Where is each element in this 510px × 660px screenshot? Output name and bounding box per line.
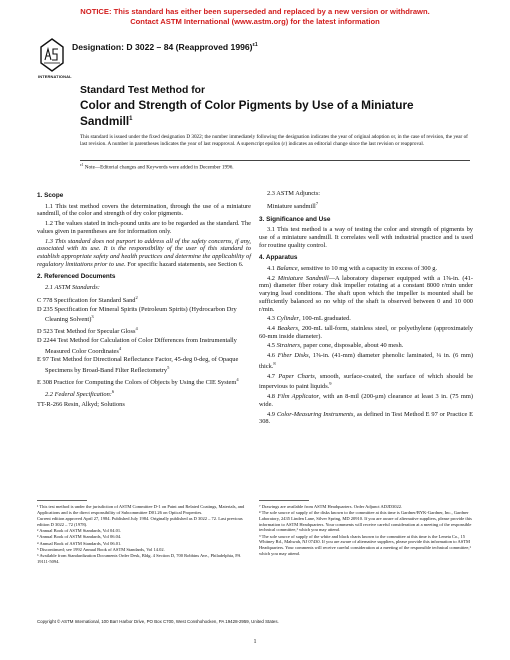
apparatus-desc: , with an 8-mil (200-μm) clearance at least 3 in. (75 mm) wide. [259, 393, 473, 408]
para-3-1: 3.1 This test method is a way of testing the color and strength of pigments by use of a miniature sandmill. It correlates well with industrial practice and is used for routine quality control. [259, 226, 473, 249]
apparatus-item [259, 275, 473, 314]
apparatus-name: Balance [276, 265, 298, 273]
designation-text: Designation: D 3022 – 84 (Reapproved 1996) [72, 42, 253, 52]
apparatus-desc: , sensitive to 10 mg with a capacity in excess of 300 g. [297, 265, 438, 273]
ref-item [37, 356, 251, 375]
apparatus-desc: , 1⅝-in. (41-mm) diameter phenolic laminated, ¼ in. (6 mm) thick. [259, 352, 474, 370]
para-1-2: 1.2 The values stated in inch-pound units are to be regarded as the standard. The values given in parentheses are for information only. [37, 220, 251, 235]
ref-text: E 97 Test Method for Directional Reflectance Factor, 45-deg 0-deg, of Opaque Specimens by Broad-Band Filter Reflectometry [37, 356, 239, 375]
footnotes-left [37, 504, 251, 565]
apparatus-num: 4.9 [267, 410, 277, 418]
apparatus-num: 4.3 [267, 315, 277, 323]
ref-sup: 5 [167, 365, 170, 371]
title-line-1: Standard Test Method for [80, 85, 206, 96]
apparatus-item [259, 342, 473, 350]
apparatus-num: 4.5 [267, 342, 277, 350]
ref-sup: 4 [135, 326, 138, 332]
apparatus-desc: , paper cone, disposable, about 40 mesh. [300, 342, 404, 350]
footnote: ⁸ The sole source of supply of the disks known to the committee at this time is Gardner/BYK-Gardner, Inc., Gardner Laboratory, 2435 Linden Lane, Silver Spring, MD 20910. If you are aware of alternative suppliers, please provide this information to ASTM Headquarters. Your comments will receive careful consideration at a meeting of the responsible technical committee,¹ which you may attend. [259, 510, 472, 533]
apparatus-desc: , 100-mL graduated. [298, 315, 351, 323]
ref-item [37, 306, 251, 325]
footnotes-right [259, 504, 473, 557]
footnote-rule [37, 500, 87, 501]
adjunct-sup: 7 [315, 200, 319, 206]
left-column [37, 190, 251, 410]
adjunct-item [259, 200, 473, 211]
apparatus-num: 4.6 [267, 352, 278, 360]
footnote: Current edition approved April 27, 1984. Published July 1984. Originally published as D 3022 – 72. Last previous edition D 3022 – 72 (1978). [37, 516, 243, 527]
para-1-1: 1.1 This test method covers the determination, through the use of a miniature sandmill, of the color and strength of dry color pigments. [37, 202, 251, 218]
apparatus-item [259, 315, 473, 323]
right-column [259, 190, 473, 428]
apparatus-name: Cylinder [276, 315, 299, 323]
para-1-3-rest: For specific hazard statements, see Section 6. [125, 260, 244, 268]
title-sup: 1 [129, 115, 133, 122]
copyright-line: Copyright © ASTM International, 100 Barr Harbor Drive, PO Box C700, West Conshohocken, PA 19428-2959, United States. [37, 619, 279, 624]
apparatus-name: Beakers [277, 324, 298, 332]
significance-heading: 3. Significance and Use [259, 215, 331, 223]
footnote: ³ Annual Book of ASTM Standards, Vol 06.04. [37, 534, 122, 540]
apparatus-desc: , as defined in Test Method E 97 or Practice E 308. [259, 410, 474, 426]
title-line-2: Color and Strength of Color Pigments by Use of a Miniature [80, 97, 414, 112]
scope-heading: 1. Scope [37, 192, 64, 199]
apparatus-num: 4.7 [267, 372, 279, 380]
ref-text: D 235 Specification for Mineral Spirits (Petroleum Spirits) (Hydrocarbon Dry Cleaning Solvent) [37, 305, 237, 324]
ref-item [37, 294, 251, 305]
footnote: ⁵ Discontinued; see 1992 Annual Book of ASTM Standards, Vol 14.02. [37, 546, 165, 552]
page-number: 1 [253, 639, 257, 645]
ref-item [37, 376, 251, 387]
ref-text: C 778 Specification for Standard Sand [37, 296, 136, 304]
designation-sup: ε1 [252, 42, 258, 49]
para-1-3 [37, 238, 251, 269]
para-2-1: 2.1 ASTM Standards: [45, 284, 100, 292]
para-2-2 [37, 388, 251, 399]
fed-spec-item: TT-R-266 Resin, Alkyd; Solutions [37, 400, 125, 408]
apparatus-item [259, 352, 473, 371]
apparatus-item [259, 325, 473, 340]
apparatus-item [259, 373, 473, 392]
footnote: ⁷ Drawings are available from ASTM Headquarters. Order Adjunct ADJD3022. [259, 504, 403, 509]
ref-sup: 2 [135, 294, 138, 300]
logo-text: INTERNATIONAL [38, 74, 72, 79]
footnote: ² Annual Book of ASTM Standards, Vol 04.01. [37, 528, 122, 533]
ref-item [37, 337, 251, 356]
title-line-3: Sandmill [80, 113, 130, 128]
footnote: ⁶ Available from Standardization Documents Order Desk, Bldg. 4 Section D, 700 Robbins Ave., Philadelphia, PA 19111-5094. [37, 553, 241, 564]
designation [72, 42, 258, 52]
adjunct-text: Miniature sandmill [267, 202, 316, 210]
para-2-3: 2.3 ASTM Adjuncts: [267, 190, 321, 197]
apparatus-name: Strainers [276, 342, 301, 350]
apparatus-heading: 4. Apparatus [259, 254, 298, 262]
footnote: ¹ This test method is under the jurisdiction of ASTM Committee D-1 on Paint and Related Coatings, Materials, and Applications and is the direct responsibility of Subcommittee D01.26 on Optical Properties. [37, 504, 245, 515]
footnote-rule [259, 500, 309, 501]
intro-paragraph: This standard is issued under the fixed designation D 3022; the number immediately following the designation indicates the year of original adoption or, in the case of revision, the year of last revision. A number in parentheses indicates the year of last reapproval. A superscript epsilon (ε) indicates an editorial change since the last revision or reapproval. [80, 134, 468, 147]
apparatus-name: Fiber Disks [277, 352, 309, 360]
ref-text: E 308 Practice for Computing the Colors of Objects by Using the CIE System [37, 379, 237, 387]
apparatus-item [259, 265, 473, 273]
apparatus-desc: , 200-mL tall-form, stainless steel, or polyethylene (approximately 60-mm inside diameter). [259, 324, 473, 340]
notice-banner [0, 7, 510, 26]
apparatus-desc: , smooth, surface-coated, the surface of which should be impervious to paint liquids. [259, 372, 473, 391]
footnote: ⁴ Annual Book of ASTM Standards, Vol 06.01. [37, 540, 122, 546]
ref-text: D 523 Test Method for Specular Gloss [37, 328, 136, 336]
footnote: ⁹ The sole source of supply of the white and black charts known to the committee at this time is the Leneta Co., 15 Whitney Rd., Mahwah, NJ 07430. If you are aware of alternative suppliers, please provide this information to ASTM Headquarters. Your comments will receive careful consideration at a meeting of the responsible technical committee,¹ which you may attend. [259, 533, 471, 556]
apparatus-num: 4.8 [267, 393, 278, 401]
epsilon-text: Note—Editorial changes and Keywords were added in December 1996. [84, 164, 234, 171]
ref-sup: 4 [118, 345, 122, 351]
apparatus-desc: —A laboratory disperser equipped with a 1⅝-in. (41-mm) diameter fiber rotary disk impeller rotating at a constant 8000 r/min under varying load conditions. The shaft upon which the impeller is mounted shall be sufficiently balanced so no whip of the shaft is observed between 0 and 10 000 r/min. [259, 274, 473, 313]
apparatus-name: Paper Charts [278, 372, 315, 380]
para-2-2-sup: 6 [111, 388, 115, 394]
apparatus-name: Film Applicator [277, 393, 320, 401]
ref-sup: 4 [236, 376, 239, 382]
apparatus-item [259, 411, 473, 426]
apparatus-num: 4.2 [267, 274, 278, 282]
ref-text: D 2244 Test Method for Calculation of Color Differences from Instrumentally Measured Color Coordinates [37, 336, 237, 355]
epsilon-note [80, 163, 234, 171]
astm-logo-icon [40, 38, 64, 72]
notice-line-2: Contact ASTM International (www.astm.org) for the latest information [130, 16, 380, 26]
apparatus-sup: 8 [273, 360, 276, 366]
apparatus-sup: 9 [329, 381, 332, 387]
para-1-3-italic: 1.3 This standard does not purport to address all of the safety concerns, if any, associated with its use. It is the responsibility of the user of this standard to establish appropriate safety and health practices and determine the applicability of regulatory limitations prior to use. [37, 237, 251, 268]
referenced-docs-heading: 2. Referenced Documents [37, 273, 116, 281]
apparatus-item [259, 393, 473, 408]
document-title [80, 85, 470, 128]
para-2-2-text: 2.2 Federal Specification: [45, 390, 112, 398]
epsilon-sup: ε1 [80, 163, 84, 167]
apparatus-num: 4.1 [267, 265, 277, 273]
apparatus-num: 4.4 [267, 324, 278, 332]
apparatus-name: Miniature Sandmill [277, 274, 329, 282]
ref-sup: 3 [91, 314, 94, 320]
divider [80, 160, 470, 161]
notice-line-1: NOTICE: This standard has either been superseded and replaced by a new version or withdrawn. [80, 7, 430, 16]
apparatus-name: Color-Measuring Instruments [276, 410, 354, 418]
ref-item [37, 325, 251, 336]
